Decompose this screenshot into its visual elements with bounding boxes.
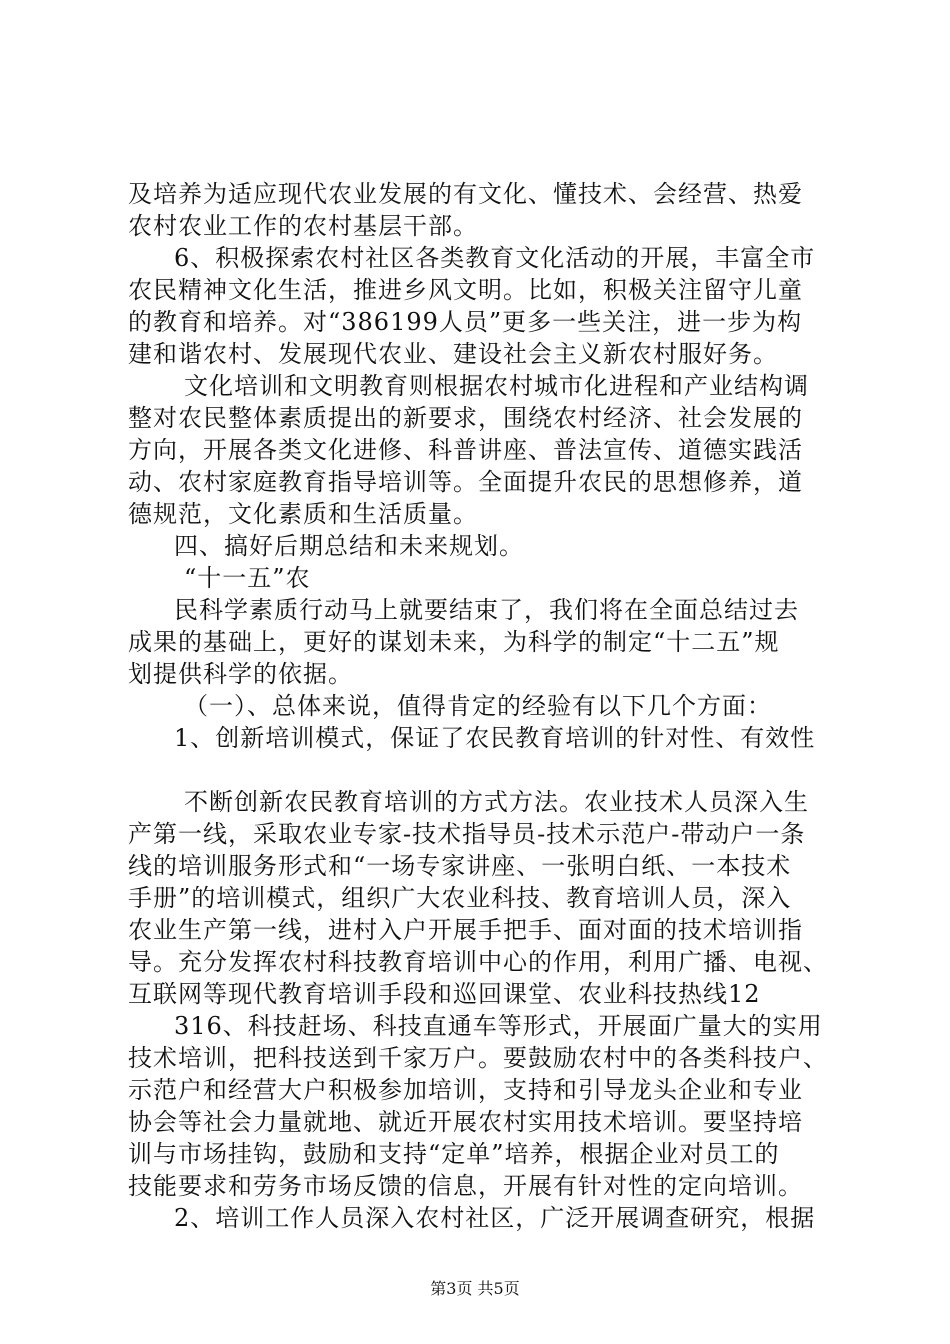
text-line: 316、科技赶场、科技直通车等形式，开展面广量大的实用 [174, 1012, 823, 1040]
text-line: 产第一线，采取农业专家-技术指导员-技术示范户-带动户一条 [128, 820, 806, 848]
text-line: 技能要求和劳务市场反馈的信息，开展有针对性的定向培训。 [128, 1172, 803, 1200]
text-line: “十一五”农 [184, 564, 311, 592]
text-line: 协会等社会力量就地、就近开展农村实用技术培训。要坚持培 [128, 1108, 803, 1136]
text-line: 及培养为适应现代农业发展的有文化、懂技术、会经营、热爱 [128, 180, 803, 208]
text-line: 不断创新农民教育培训的方式方法。农业技术人员深入生 [184, 788, 809, 816]
text-line: 划提供科学的依据。 [128, 660, 353, 688]
text-line: 动、农村家庭教育指导培训等。全面提升农民的思想修养，道 [128, 468, 803, 496]
text-line: 手册”的培训模式，组织广大农业科技、教育培训人员，深入 [128, 884, 792, 912]
text-line: 示范户和经营大户积极参加培训，支持和引导龙头企业和专业 [128, 1076, 803, 1104]
text-line: 建和谐农村、发展现代农业、建设社会主义新农村服好务。 [128, 340, 778, 368]
text-line: 农村农业工作的农村基层干部。 [128, 212, 478, 240]
text-line: 农业生产第一线，进村入户开展手把手、面对面的技术培训指 [128, 916, 803, 944]
text-line: 导。充分发挥农村科技教育培训中心的作用，利用广播、电视、 [128, 948, 828, 976]
text-line: 线的培训服务形式和“一场专家讲座、一张明白纸、一本技术 [128, 852, 792, 880]
text-line: 2、培训工作人员深入农村社区，广泛开展调查研究，根据 [174, 1204, 816, 1232]
text-line: 民科学素质行动马上就要结束了，我们将在全面总结过去 [174, 596, 799, 624]
text-line: 文化培训和文明教育则根据农村城市化进程和产业结构调 [184, 372, 809, 400]
text-line: 互联网等现代教育培训手段和巡回课堂、农业科技热线12 [128, 980, 761, 1008]
text-line: 整对农民整体素质提出的新要求，围绕农村经济、社会发展的 [128, 404, 803, 432]
text-line: 训与市场挂钩，鼓励和支持“定单”培养，根据企业对员工的 [128, 1140, 780, 1168]
page-footer: 第3页 共5页 [430, 1279, 520, 1298]
text-line: 6、积极探索农村社区各类教育文化活动的开展，丰富全市 [174, 244, 816, 272]
text-line: 1、创新培训模式，保证了农民教育培训的针对性、有效性 [174, 724, 816, 752]
text-line: 方向，开展各类文化进修、科普讲座、普法宣传、道德实践活 [128, 436, 803, 464]
text-line: 成果的基础上，更好的谋划未来，为科学的制定“十二五”规 [128, 628, 780, 656]
subsection-heading: （一）、总体来说，值得肯定的经验有以下几个方面： [184, 692, 772, 720]
text-line: 的教育和培养。对“386199人员”更多一些关注，进一步为构 [128, 308, 803, 336]
text-line: 技术培训，把科技送到千家万户。要鼓励农村中的各类科技户、 [128, 1044, 828, 1072]
section-heading: 四、搞好后期总结和未来规划。 [174, 532, 524, 560]
text-line: 德规范，文化素质和生活质量。 [128, 500, 478, 528]
text-line: 农民精神文化生活，推进乡风文明。比如，积极关注留守儿童 [128, 276, 803, 304]
